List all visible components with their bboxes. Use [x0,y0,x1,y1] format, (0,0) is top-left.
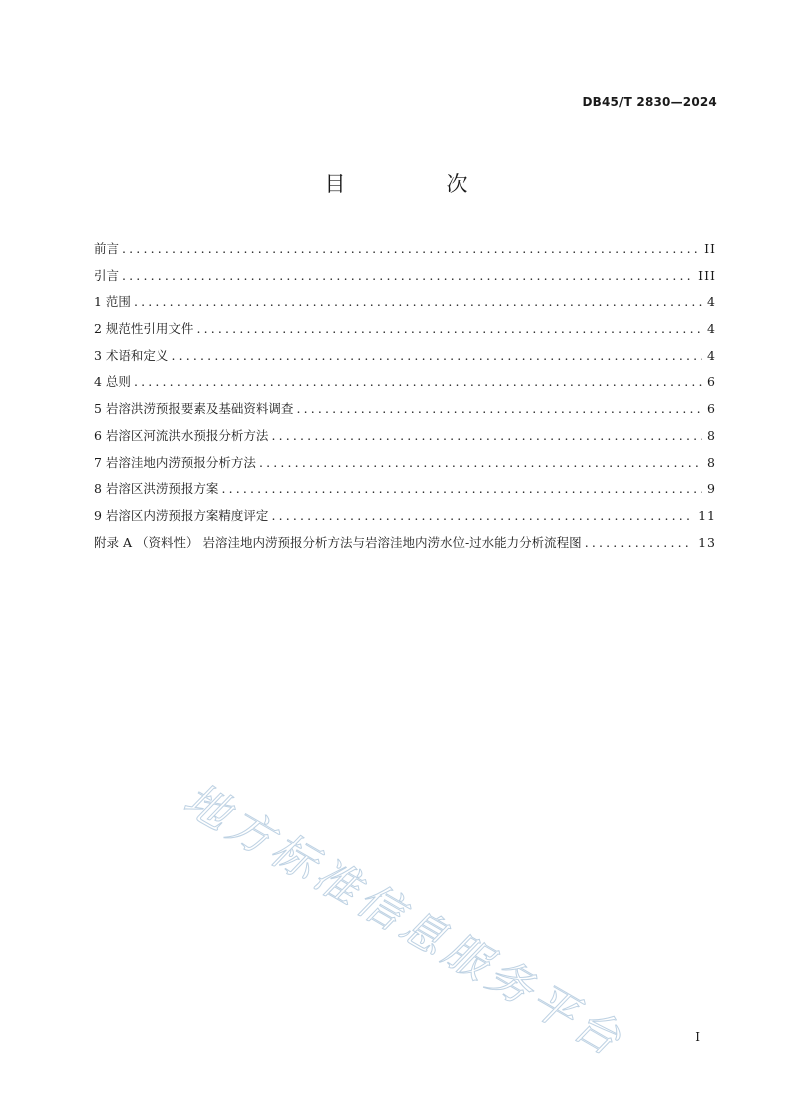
toc-entry-label: 9 岩溶区内涝预报方案精度评定 [94,507,269,523]
toc-entry-page: 6 [707,374,716,390]
toc-entry-page: II [704,241,716,256]
toc-entry-section-6[interactable] [94,426,716,453]
toc-entry-page: 4 [707,321,716,337]
toc-entry-page: 8 [707,427,716,443]
toc-entry-page: 4 [707,294,716,310]
toc-leader-dots [259,453,702,473]
toc-entry-normative-references[interactable] [94,319,716,346]
toc-leader-dots [134,292,702,312]
toc-leader-dots [296,399,702,419]
toc-entry-foreword[interactable] [94,239,716,266]
toc-title: 目 次 [324,172,508,196]
toc-entry-label: 前言 [94,241,120,256]
toc-entry-page: 9 [707,481,716,497]
toc-entry-section-9[interactable] [94,506,716,533]
toc-entry-section-5[interactable] [94,399,716,426]
page-number: I [695,1030,700,1044]
toc-entry-page: III [698,267,716,283]
toc-entry-scope[interactable] [94,292,716,319]
toc-entry-general[interactable] [94,372,716,399]
toc-entry-label: 5 岩溶洪涝预报要素及基础资料调查 [94,401,294,417]
toc-leader-dots [171,346,702,366]
toc-entry-label: 6 岩溶区河流洪水预报分析方法 [94,427,269,443]
toc-leader-dots [196,319,702,339]
toc-entry-label: 引言 [94,267,120,283]
toc-entry-page: 4 [707,347,716,363]
toc-leader-dots [271,506,693,526]
toc-entry-label: 2 规范性引用文件 [94,321,194,337]
toc-leader-dots [122,239,699,259]
toc-entry-page: 11 [698,507,716,523]
toc-leader-dots [585,533,693,553]
toc-leader-dots [221,479,702,499]
toc-entry-label: 附录 A （资料性） 岩溶洼地内涝预报分析方法与岩溶洼地内涝水位-过水能力分析流程图 [94,534,582,550]
toc-leader-dots [134,372,702,392]
table-of-contents [94,239,716,559]
toc-entry-label: 7 岩溶洼地内涝预报分析方法 [94,454,256,470]
toc-entry-page: 8 [707,454,716,470]
toc-entry-label: 4 总则 [94,374,131,390]
toc-leader-dots [271,426,702,446]
watermark: 地方标准信息服务平台 [175,773,634,1068]
toc-entry-appendix-a[interactable] [94,533,716,560]
toc-entry-section-7[interactable] [94,453,716,480]
toc-entry-terms-definitions[interactable] [94,346,716,373]
toc-entry-introduction[interactable] [94,266,716,293]
toc-entry-section-8[interactable] [94,479,716,506]
toc-entry-page: 13 [698,534,716,550]
document-code: DB45/T 2830—2024 [582,95,717,109]
toc-leader-dots [122,266,693,286]
toc-entry-label: 1 范围 [94,294,131,310]
toc-entry-label: 3 术语和定义 [94,347,169,363]
toc-entry-label: 8 岩溶区洪涝预报方案 [94,481,219,497]
toc-entry-page: 6 [707,401,716,417]
